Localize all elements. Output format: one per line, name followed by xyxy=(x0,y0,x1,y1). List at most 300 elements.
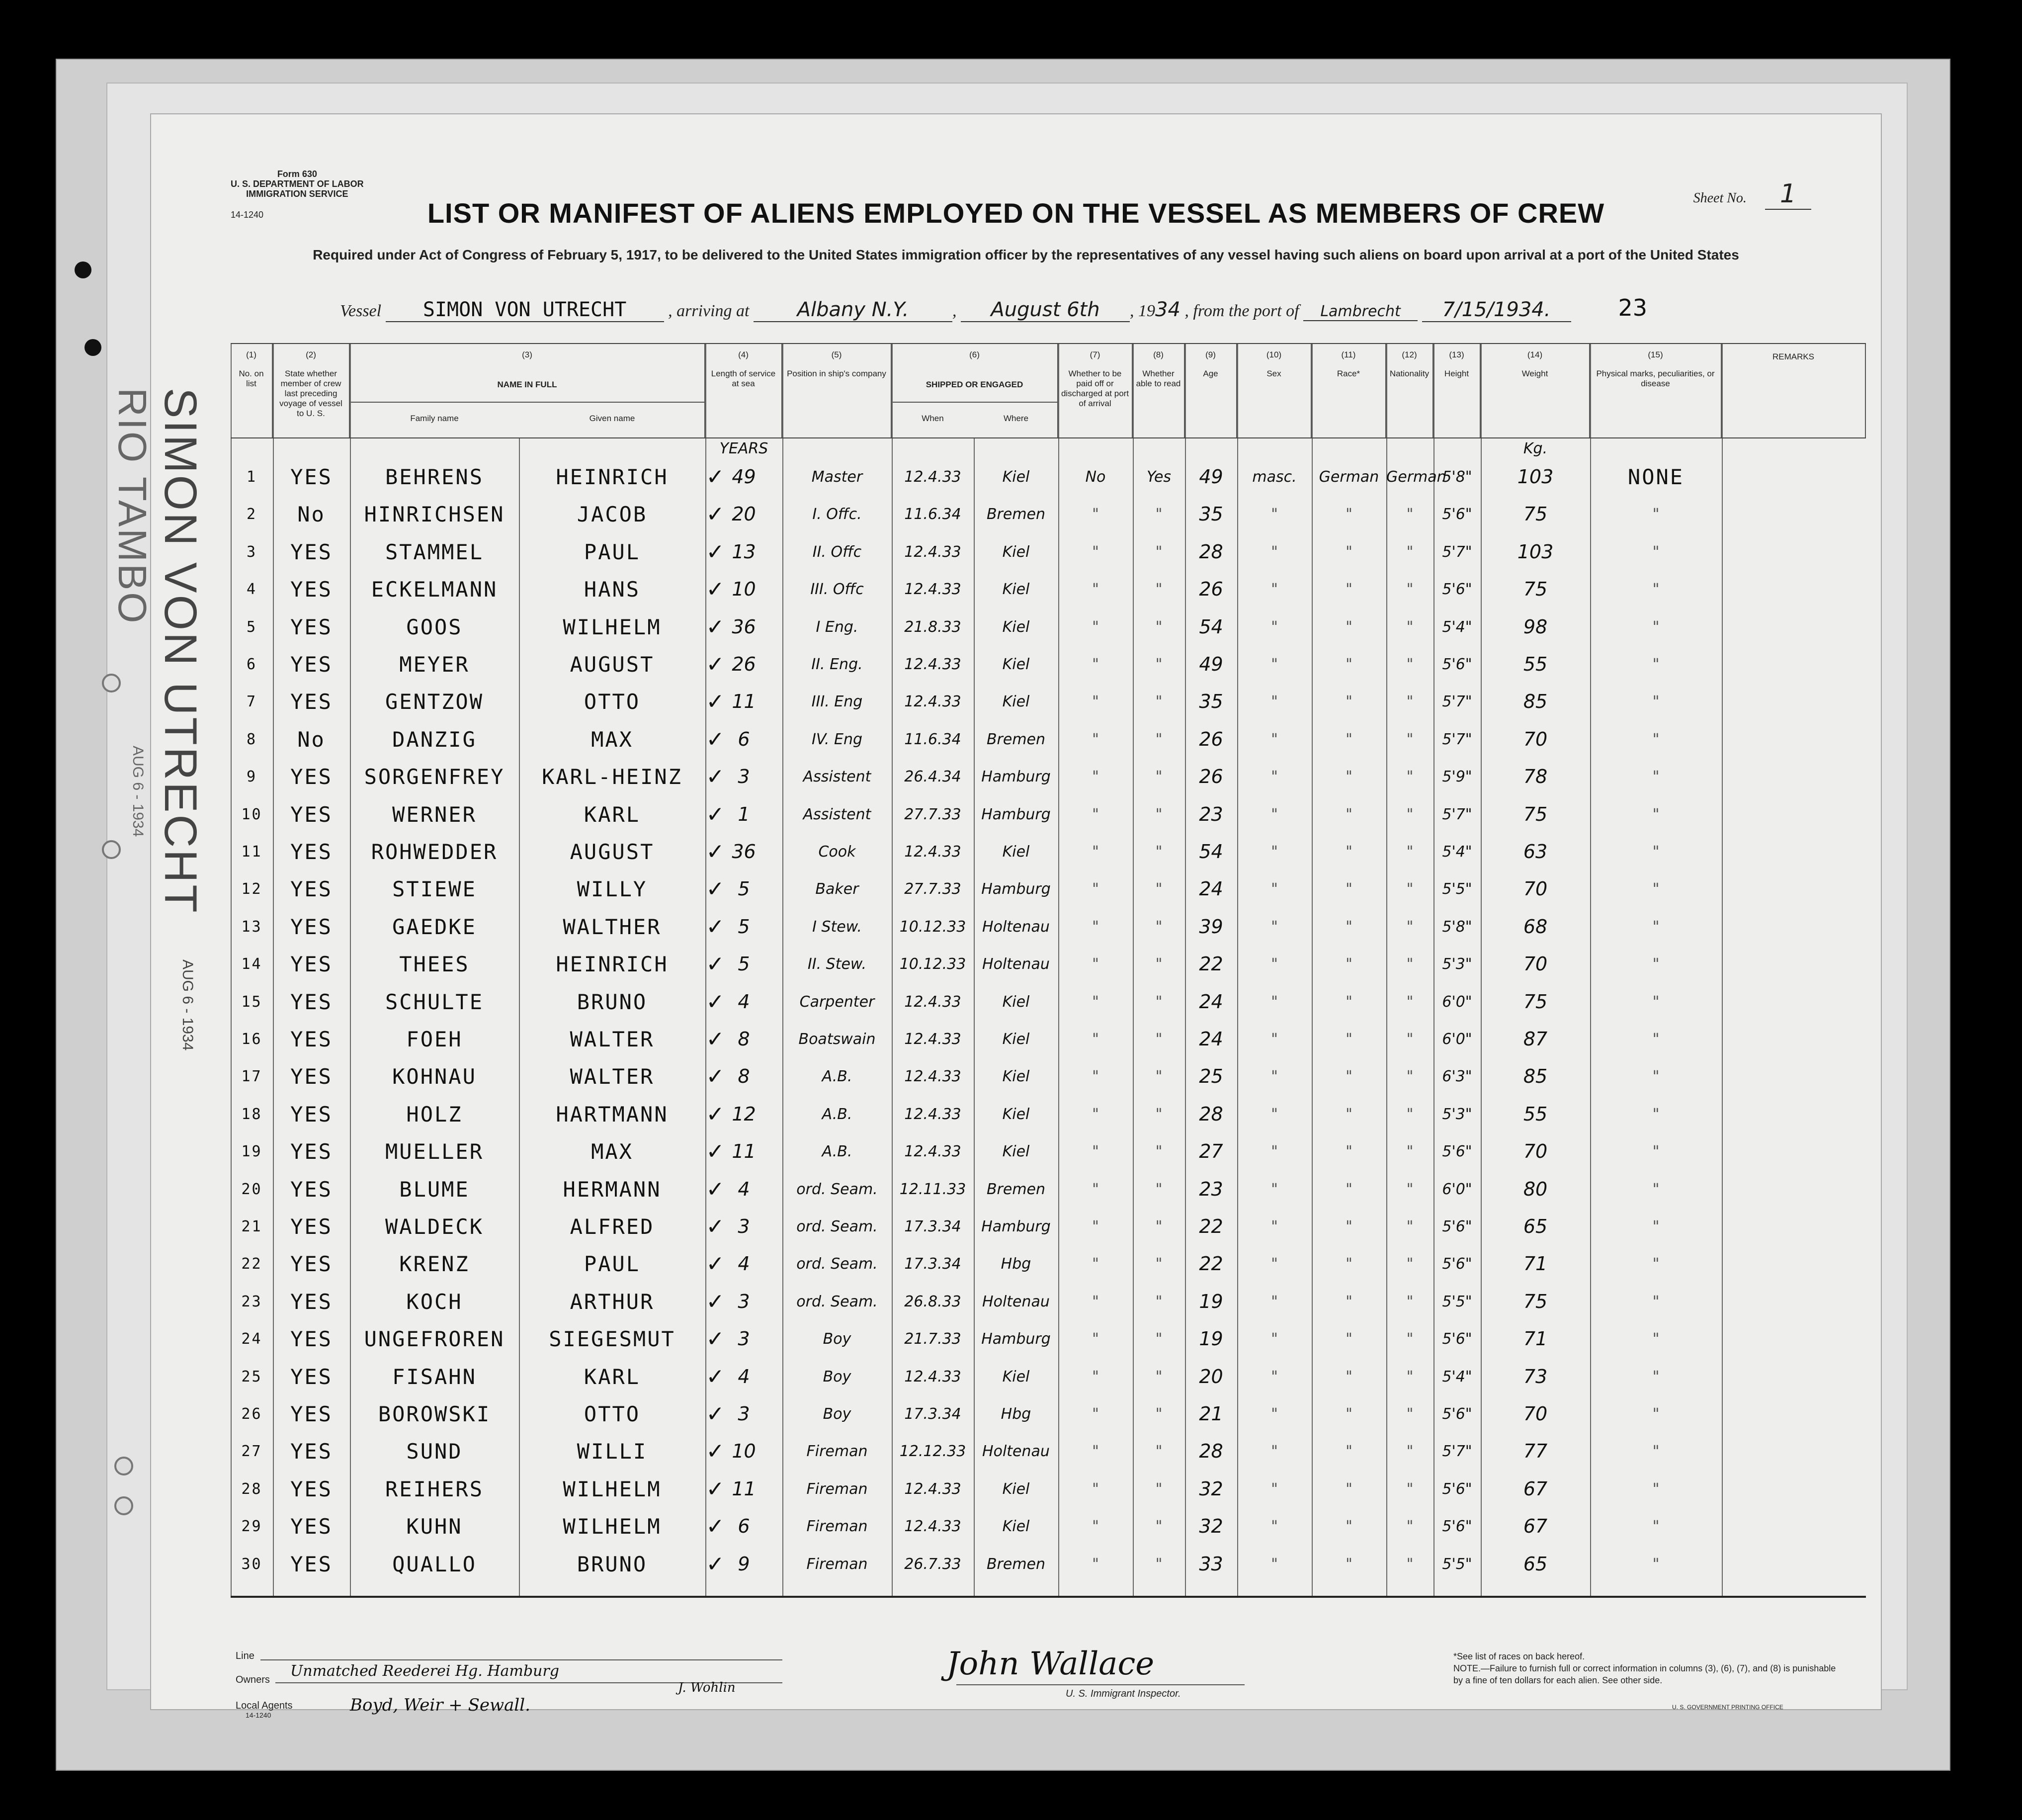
engaged-when: 12.12.33 xyxy=(899,1443,966,1461)
family-name: BEHRENS xyxy=(385,465,484,489)
physical-marks: " xyxy=(1652,1518,1660,1536)
weight: 78 xyxy=(1523,766,1548,788)
service-years: 11 xyxy=(732,691,756,713)
column-subheader: When xyxy=(922,414,944,423)
race: " xyxy=(1346,1293,1352,1310)
sex: " xyxy=(1271,1105,1278,1123)
row-number: 25 xyxy=(241,1368,262,1386)
row-number: 24 xyxy=(241,1330,262,1348)
check-mark: ✓ xyxy=(706,1401,725,1427)
able-to-read: " xyxy=(1155,1255,1163,1273)
service-years: 26 xyxy=(732,653,756,675)
table-row xyxy=(231,1358,1866,1395)
age: 28 xyxy=(1199,540,1223,563)
table-row xyxy=(231,1433,1866,1470)
engaged-where: Bremen xyxy=(986,506,1046,523)
service-years: 36 xyxy=(732,615,756,638)
given-name: WILHELM xyxy=(563,614,662,639)
physical-marks: " xyxy=(1652,918,1660,936)
age: 23 xyxy=(1199,1178,1223,1200)
previous-voyage: YES xyxy=(290,952,333,977)
engaged-when: 12.4.33 xyxy=(904,1368,961,1386)
page-number: 23 xyxy=(1618,294,1647,321)
ship-position: A.B. xyxy=(822,1143,852,1161)
check-mark: ✓ xyxy=(706,1139,725,1165)
able-to-read: " xyxy=(1155,581,1163,599)
nationality: " xyxy=(1406,506,1414,523)
row-number: 20 xyxy=(241,1180,262,1198)
row-number: 2 xyxy=(246,506,257,523)
ship-position: ord. Seam. xyxy=(796,1255,878,1273)
able-to-read: " xyxy=(1155,805,1163,823)
previous-voyage: YES xyxy=(290,1476,333,1501)
stamp-old-vessel-name: RIO TAMBO xyxy=(110,388,155,625)
footer xyxy=(231,1646,1871,1719)
family-name: HOLZ xyxy=(406,1102,463,1127)
family-name: KUHN xyxy=(406,1514,463,1539)
service-years: 11 xyxy=(732,1140,756,1163)
service-years: 3 xyxy=(738,1403,750,1425)
family-name: DANZIG xyxy=(392,727,477,752)
age: 54 xyxy=(1199,615,1223,638)
sex: " xyxy=(1271,1480,1278,1498)
column-label: Whether to be paid off or discharged at port of arrival xyxy=(1061,369,1129,408)
weight: 71 xyxy=(1523,1253,1548,1275)
family-name: REIHERS xyxy=(385,1476,484,1501)
stamp-date-lower: AUG 6 - 1934 xyxy=(179,959,196,1051)
sex: " xyxy=(1271,1143,1278,1161)
age: 26 xyxy=(1199,578,1223,601)
service-years: 12 xyxy=(732,1103,756,1125)
previous-voyage: No xyxy=(297,502,326,527)
table-row xyxy=(231,1133,1866,1170)
row-number: 13 xyxy=(241,918,262,936)
service-years: 20 xyxy=(732,503,756,525)
sex: " xyxy=(1271,843,1278,861)
check-mark: ✓ xyxy=(706,801,725,827)
height: 5'4" xyxy=(1442,843,1472,861)
given-name: HEINRICH xyxy=(556,952,669,977)
physical-marks: " xyxy=(1652,506,1660,523)
column-number: (2) xyxy=(306,350,316,359)
engaged-when: 10.12.33 xyxy=(899,918,966,936)
height: 5'4" xyxy=(1442,618,1472,636)
ship-position: II. Stew. xyxy=(807,955,867,973)
column-label: Position in ship's company xyxy=(787,369,886,378)
engaged-where: Bremen xyxy=(986,730,1046,748)
weight: 75 xyxy=(1523,503,1548,525)
able-to-read: " xyxy=(1155,1518,1163,1536)
height: 5'6" xyxy=(1442,1218,1472,1235)
previous-voyage: YES xyxy=(290,1364,333,1389)
sex: " xyxy=(1271,1180,1278,1198)
check-mark: ✓ xyxy=(706,876,725,902)
paid-off: " xyxy=(1092,1180,1099,1198)
weight: 70 xyxy=(1523,728,1548,750)
age: 19 xyxy=(1199,1290,1223,1312)
table-row xyxy=(231,1546,1866,1583)
sex: " xyxy=(1271,768,1278,786)
check-mark: ✓ xyxy=(706,952,725,977)
column-header-3 xyxy=(350,343,705,437)
table-row xyxy=(231,758,1866,795)
table-row xyxy=(231,983,1866,1021)
age: 28 xyxy=(1199,1103,1223,1125)
race: " xyxy=(1346,656,1352,673)
sex: " xyxy=(1271,1293,1278,1310)
age: 35 xyxy=(1199,503,1223,525)
height: 5'5" xyxy=(1442,1555,1472,1573)
column-header-8 xyxy=(1133,343,1185,437)
family-name: MEYER xyxy=(399,652,470,677)
engaged-when: 26.7.33 xyxy=(904,1555,961,1573)
nationality: German xyxy=(1386,468,1446,486)
row-number: 8 xyxy=(246,730,257,748)
nationality: " xyxy=(1406,1443,1414,1461)
department-name: U. S. DEPARTMENT OF LABOR xyxy=(231,179,364,189)
age: 32 xyxy=(1199,1515,1223,1538)
able-to-read: " xyxy=(1155,730,1163,748)
previous-voyage: YES xyxy=(290,802,333,827)
ship-position: Fireman xyxy=(806,1555,868,1573)
form-code: 14-1240 xyxy=(231,210,264,220)
physical-marks: " xyxy=(1652,1143,1660,1161)
sex: " xyxy=(1271,1555,1278,1573)
row-number: 1 xyxy=(246,468,257,486)
race: " xyxy=(1346,1368,1352,1386)
paid-off: " xyxy=(1092,1255,1099,1273)
column-number: (3) xyxy=(522,350,532,359)
table-row xyxy=(231,496,1866,533)
sex: " xyxy=(1271,1368,1278,1386)
given-name: KARL xyxy=(584,802,641,827)
paid-off: " xyxy=(1092,993,1099,1011)
table-row xyxy=(231,908,1866,946)
height: 5'8" xyxy=(1442,468,1472,486)
physical-marks: " xyxy=(1652,656,1660,673)
physical-marks: NONE xyxy=(1627,465,1685,489)
physical-marks: " xyxy=(1652,880,1660,898)
race: " xyxy=(1346,506,1352,523)
previous-voyage: YES xyxy=(290,1027,333,1051)
paid-off: " xyxy=(1092,1480,1099,1498)
ship-position: Baker xyxy=(815,880,859,898)
given-name: BRUNO xyxy=(577,1552,648,1576)
race: " xyxy=(1346,768,1352,786)
weight: 67 xyxy=(1523,1515,1548,1538)
height: 5'6" xyxy=(1442,1143,1472,1161)
physical-marks: " xyxy=(1652,1031,1660,1048)
column-header-10 xyxy=(1237,343,1312,437)
race: " xyxy=(1346,1218,1352,1235)
previous-voyage: YES xyxy=(290,1514,333,1539)
family-name: STAMMEL xyxy=(385,539,484,564)
engaged-where: Hamburg xyxy=(981,880,1051,898)
row-number: 26 xyxy=(241,1405,262,1423)
binder-hole xyxy=(84,339,101,356)
row-number: 14 xyxy=(241,955,262,973)
service-years: 4 xyxy=(738,1365,750,1387)
column-number: (6) xyxy=(969,350,980,359)
age: 26 xyxy=(1199,766,1223,788)
engaged-where: Hbg xyxy=(1001,1405,1031,1423)
table-rule xyxy=(231,343,1866,344)
row-number: 9 xyxy=(246,768,257,786)
engaged-when: 12.4.33 xyxy=(904,1518,961,1536)
service-years: 4 xyxy=(738,990,750,1013)
table-row xyxy=(231,833,1866,870)
engaged-when: 12.4.33 xyxy=(904,1031,961,1048)
column-header-7 xyxy=(1058,343,1133,437)
weight: 70 xyxy=(1523,1403,1548,1425)
engaged-where: Bremen xyxy=(986,1180,1046,1198)
ship-position: I Stew. xyxy=(812,918,862,936)
able-to-read: " xyxy=(1155,1031,1163,1048)
able-to-read: " xyxy=(1155,993,1163,1011)
owners-value-2: J. Wohlin xyxy=(678,1680,736,1695)
column-label: No. on list xyxy=(239,369,264,388)
nationality: " xyxy=(1406,1218,1414,1235)
able-to-read: " xyxy=(1155,955,1163,973)
engaged-where: Hbg xyxy=(1001,1255,1031,1273)
height: 5'8" xyxy=(1442,918,1472,936)
given-name: MAX xyxy=(591,727,633,752)
family-name: ECKELMANN xyxy=(371,577,498,602)
age: 22 xyxy=(1199,1253,1223,1275)
ship-position: II. Eng. xyxy=(811,656,863,673)
family-name: GAEDKE xyxy=(392,914,477,939)
column-number: (10) xyxy=(1266,350,1282,359)
able-to-read: " xyxy=(1155,618,1163,636)
age: 21 xyxy=(1199,1403,1223,1425)
engaged-when: 12.4.33 xyxy=(904,1143,961,1161)
column-number: (1) xyxy=(246,350,256,359)
height: 6'0" xyxy=(1442,993,1472,1011)
paid-off: " xyxy=(1092,693,1099,711)
engaged-when: 27.7.33 xyxy=(904,805,961,823)
age: 26 xyxy=(1199,728,1223,750)
family-name: MUELLER xyxy=(385,1139,484,1164)
previous-voyage: YES xyxy=(290,614,333,639)
family-name: SUND xyxy=(406,1439,463,1464)
able-to-read: Yes xyxy=(1146,468,1172,486)
given-name: HEINRICH xyxy=(556,465,669,489)
engaged-when: 12.4.33 xyxy=(904,843,961,861)
paid-off: " xyxy=(1092,730,1099,748)
paid-off: " xyxy=(1092,918,1099,936)
previous-voyage: YES xyxy=(290,1402,333,1426)
service-years: 3 xyxy=(738,1215,750,1237)
row-number: 19 xyxy=(241,1143,262,1161)
previous-voyage: YES xyxy=(290,690,333,714)
engaged-when: 26.8.33 xyxy=(904,1293,961,1310)
service-years: 4 xyxy=(738,1178,750,1200)
ship-position: A.B. xyxy=(822,1105,852,1123)
engaged-when: 12.4.33 xyxy=(904,581,961,599)
service-years: 3 xyxy=(738,1328,750,1350)
column-header-5 xyxy=(782,343,892,437)
weight: 77 xyxy=(1523,1440,1548,1463)
physical-marks: " xyxy=(1652,1405,1660,1423)
family-name: HINRICHSEN xyxy=(364,502,505,527)
race: " xyxy=(1346,1105,1352,1123)
family-name: GENTZOW xyxy=(385,690,484,714)
able-to-read: " xyxy=(1155,693,1163,711)
column-number: (9) xyxy=(1205,350,1216,359)
paid-off: No xyxy=(1085,468,1106,486)
crew-table xyxy=(231,343,1866,1636)
engaged-where: Kiel xyxy=(1002,1068,1030,1086)
weight: 70 xyxy=(1523,1140,1548,1163)
weight: 75 xyxy=(1523,990,1548,1013)
paid-off: " xyxy=(1092,1105,1099,1123)
race: " xyxy=(1346,581,1352,599)
column-subheader: Family name xyxy=(410,414,459,423)
binder-hole xyxy=(114,1496,133,1515)
engaged-where: Bremen xyxy=(986,1555,1046,1573)
table-rule xyxy=(231,437,1866,438)
engaged-when: 12.4.33 xyxy=(904,1105,961,1123)
sex: " xyxy=(1271,1218,1278,1235)
weight: 63 xyxy=(1523,841,1548,863)
nationality: " xyxy=(1406,768,1414,786)
family-name: WERNER xyxy=(392,802,477,827)
family-name: STIEWE xyxy=(392,877,477,902)
paid-off: " xyxy=(1092,843,1099,861)
ship-position: II. Offc xyxy=(812,543,862,561)
check-mark: ✓ xyxy=(706,1176,725,1202)
check-mark: ✓ xyxy=(706,1251,725,1277)
family-name: WALDECK xyxy=(385,1214,484,1239)
engaged-when: 11.6.34 xyxy=(904,506,961,523)
sheet-number-value: 1 xyxy=(1765,179,1811,210)
race: " xyxy=(1346,1480,1352,1498)
nationality: " xyxy=(1406,693,1414,711)
column-number: (12) xyxy=(1402,350,1417,359)
row-number: 11 xyxy=(241,843,262,861)
nationality: " xyxy=(1406,843,1414,861)
family-name: GOOS xyxy=(406,614,463,639)
weight: 85 xyxy=(1523,691,1548,713)
sailing-date: 7/15/1934. xyxy=(1422,298,1571,322)
row-number: 21 xyxy=(241,1218,262,1235)
family-name: BLUME xyxy=(399,1177,470,1202)
height: 5'6" xyxy=(1442,581,1472,599)
engaged-when: 11.6.34 xyxy=(904,730,961,748)
arriving-label: , arriving at xyxy=(668,302,750,320)
height: 5'6" xyxy=(1442,1480,1472,1498)
form-number: Form 630 xyxy=(277,169,317,179)
paid-off: " xyxy=(1092,618,1099,636)
row-number: 4 xyxy=(246,581,257,599)
previous-voyage: YES xyxy=(290,652,333,677)
column-subheader: Given name xyxy=(589,414,635,423)
previous-voyage: YES xyxy=(290,1064,333,1089)
table-row xyxy=(231,1058,1866,1095)
ship-position: Fireman xyxy=(806,1518,868,1536)
service-years: 4 xyxy=(738,1253,750,1275)
nationality: " xyxy=(1406,1368,1414,1386)
column-subheader: Where xyxy=(1003,414,1029,423)
race: " xyxy=(1346,843,1352,861)
nationality: " xyxy=(1406,805,1414,823)
engaged-when: 26.4.34 xyxy=(904,768,961,786)
ship-position: Boy xyxy=(823,1368,851,1386)
race: " xyxy=(1346,1518,1352,1536)
previous-voyage: YES xyxy=(290,1102,333,1127)
nationality: " xyxy=(1406,618,1414,636)
age: 20 xyxy=(1199,1365,1223,1387)
ship-position: Boy xyxy=(823,1405,851,1423)
engaged-when: 12.4.33 xyxy=(904,543,961,561)
weight: 75 xyxy=(1523,1290,1548,1312)
column-label: Age xyxy=(1203,369,1218,378)
sex: masc. xyxy=(1252,468,1297,486)
nationality: " xyxy=(1406,1255,1414,1273)
agents-code: 14-1240 xyxy=(246,1711,271,1719)
family-name: KRENZ xyxy=(399,1252,470,1277)
weight-unit-label: Kg. xyxy=(1523,440,1548,457)
service-years: 5 xyxy=(738,953,750,975)
column-number: (13) xyxy=(1449,350,1464,359)
column-number: (11) xyxy=(1341,350,1356,359)
physical-marks: " xyxy=(1652,1068,1660,1086)
engaged-when: 12.4.33 xyxy=(904,693,961,711)
given-name: BRUNO xyxy=(577,989,648,1014)
engaged-where: Hamburg xyxy=(981,1330,1051,1348)
table-row xyxy=(231,571,1866,608)
paid-off: " xyxy=(1092,1293,1099,1310)
table-row xyxy=(231,946,1866,983)
inspector-signature-line xyxy=(956,1684,1245,1685)
previous-voyage: YES xyxy=(290,1214,333,1239)
engaged-where: Hamburg xyxy=(981,1218,1051,1235)
race: " xyxy=(1346,1031,1352,1048)
given-name: ARTHUR xyxy=(570,1289,655,1314)
weight: 80 xyxy=(1523,1178,1548,1200)
height: 5'6" xyxy=(1442,656,1472,673)
family-name: KOCH xyxy=(406,1289,463,1314)
height: 5'9" xyxy=(1442,768,1472,786)
engaged-when: 10.12.33 xyxy=(899,955,966,973)
table-row xyxy=(231,1171,1866,1208)
physical-marks: " xyxy=(1652,1555,1660,1573)
inspector-signature: John Wallace xyxy=(946,1646,1155,1682)
age: 32 xyxy=(1199,1477,1223,1500)
line-label: Line xyxy=(236,1650,254,1661)
ship-position: III. Offc xyxy=(810,581,864,599)
physical-marks: " xyxy=(1652,1255,1660,1273)
table-rule xyxy=(231,1596,1866,1598)
able-to-read: " xyxy=(1155,1218,1163,1235)
sex: " xyxy=(1271,1518,1278,1536)
service-years: 6 xyxy=(738,728,750,750)
stamp-vessel-name: SIMON VON UTRECHT xyxy=(155,388,206,915)
weight: 75 xyxy=(1523,803,1548,825)
check-mark: ✓ xyxy=(706,502,725,527)
previous-voyage: YES xyxy=(290,1552,333,1576)
given-name: HANS xyxy=(584,577,641,602)
age: 49 xyxy=(1199,653,1223,675)
engaged-when: 12.4.33 xyxy=(904,1068,961,1086)
table-row xyxy=(231,1283,1866,1320)
column-number: (4) xyxy=(738,350,749,359)
engaged-when: 12.4.33 xyxy=(904,656,961,673)
family-name: SORGENFREY xyxy=(364,765,505,789)
check-mark: ✓ xyxy=(706,989,725,1015)
column-number: (8) xyxy=(1153,350,1164,359)
age: 23 xyxy=(1199,803,1223,825)
